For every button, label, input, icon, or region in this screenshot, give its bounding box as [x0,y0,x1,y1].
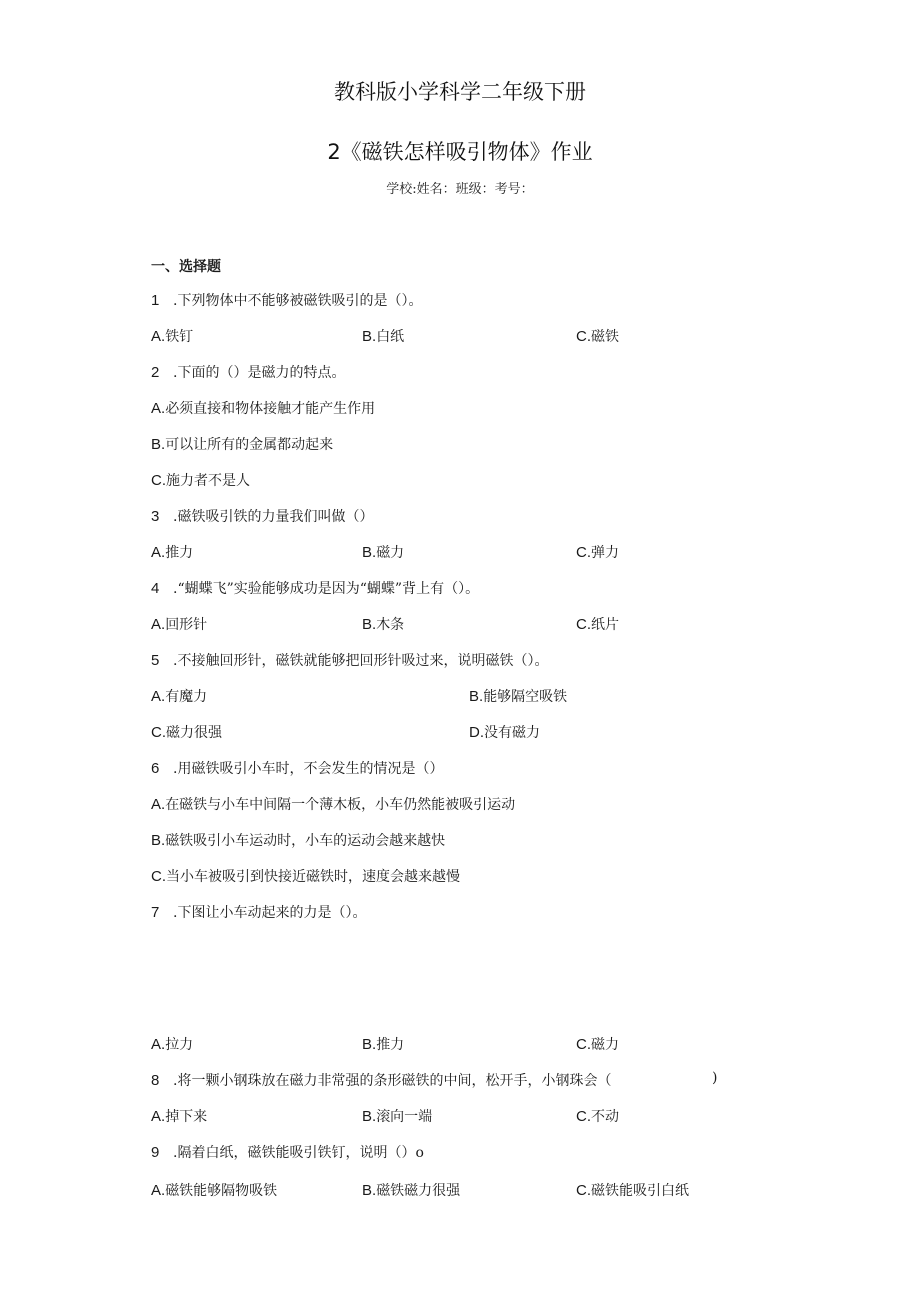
question-7 [151,902,366,922]
option-text: 铁钉 [165,329,194,345]
option-letter: B. [151,436,166,453]
question-text: .隔着白纸，磁铁能吸引铁钉，说明（）o [173,1145,424,1161]
option-letter: C. [151,472,166,489]
question-2 [151,362,345,382]
option-letter: C. [151,724,166,741]
question-9 [151,1142,424,1162]
option-a [151,542,193,562]
option-c [151,722,222,742]
student-info-line: 学校:姓名：班级：考号： [386,182,534,197]
option-text: 施力者不是人 [166,473,250,489]
option-b [362,326,404,346]
option-letter: C. [576,1036,591,1053]
option-c [576,1034,619,1054]
option-text: 推力 [376,1037,405,1053]
option-letter: B. [362,1036,377,1053]
question-text: .下列物体中不能够被磁铁吸引的是（）。 [173,293,423,309]
option-text: 当小车被吸引到快接近磁铁时，速度会越来越慢 [166,869,460,885]
option-a [151,794,515,814]
question-number: 1 [151,292,160,309]
option-d [469,722,540,742]
option-c [151,470,250,490]
option-b [151,434,333,454]
option-text: 回形针 [165,617,208,633]
option-letter: A. [151,616,166,633]
option-a [151,686,207,706]
question-6 [151,758,443,778]
question-number: 6 [151,760,160,777]
option-c [151,866,460,886]
option-text: 在磁铁与小车中间隔一个薄木板，小车仍然能被吸引运动 [165,797,516,813]
option-letter: B. [362,1182,377,1199]
question-number: 4 [151,580,160,597]
question-text: .下图让小车动起来的力是（）。 [173,905,367,921]
question-4 [151,578,479,598]
option-text: 纸片 [591,617,619,633]
question-1 [151,290,422,310]
option-b [362,1034,404,1054]
option-text: 不动 [591,1109,619,1125]
option-letter: C. [576,1108,591,1125]
option-letter: A. [151,544,166,561]
option-letter: D. [469,724,484,741]
option-text: 磁铁能够隔物吸铁 [165,1183,278,1199]
option-text: 掉下来 [165,1109,208,1125]
option-c [576,542,619,562]
question-8 [151,1070,611,1090]
question-8-close-paren: ) [712,1070,718,1086]
option-text: 磁力 [591,1037,619,1053]
option-text: 白纸 [376,329,405,345]
option-a [151,1034,193,1054]
question-text: .“蝴蝶飞”实验能够成功是因为“蝴蝶”背上有（）。 [173,581,480,597]
option-letter: B. [362,616,377,633]
option-text: 磁铁 [591,329,619,345]
option-letter: C. [576,328,591,345]
question-text: .磁铁吸引铁的力量我们叫做（） [173,509,374,525]
option-text: 滚向一端 [376,1109,433,1125]
option-letter: A. [151,328,166,345]
option-b [469,686,567,706]
option-a [151,326,193,346]
option-a [151,614,207,634]
question-3 [151,506,373,526]
question-text: .不接触回形针，磁铁就能够把回形针吸过来，说明磁铁（）。 [173,653,549,669]
option-text: 有魔力 [165,689,208,705]
option-letter: A. [151,796,166,813]
worksheet-title: 教科版小学科学二年级下册 [334,80,586,104]
option-b [362,1106,432,1126]
option-letter: C. [576,616,591,633]
option-text: 能够隔空吸铁 [483,689,568,705]
option-letter: B. [362,544,377,561]
option-letter: A. [151,400,166,417]
option-letter: C. [151,868,166,885]
option-text: 磁铁吸引小车运动时，小车的运动会越来越快 [165,833,446,849]
worksheet-subtitle: 2《磁铁怎样吸引物体》作业 [327,140,593,164]
option-text: 拉力 [165,1037,194,1053]
question-number: 7 [151,904,160,921]
option-b [362,542,404,562]
option-a [151,398,375,418]
option-b [151,830,445,850]
option-letter: C. [576,544,591,561]
option-letter: A. [151,1036,166,1053]
option-letter: B. [362,1108,377,1125]
option-c [576,614,619,634]
option-text: 磁力很强 [166,725,222,741]
option-text: 推力 [165,545,194,561]
option-text: 磁铁磁力很强 [376,1183,461,1199]
option-c [576,326,619,346]
option-text: 没有磁力 [484,725,540,741]
option-letter: A. [151,1108,166,1125]
question-number: 3 [151,508,160,525]
option-c [576,1106,619,1126]
option-text: 磁力 [376,545,405,561]
option-text: 木条 [376,617,405,633]
question-text: .用磁铁吸引小车时，不会发生的情况是（） [173,761,444,777]
option-letter: B. [469,688,484,705]
question-number: 5 [151,652,160,669]
option-letter: A. [151,1182,166,1199]
question-text: .下面的（）是磁力的特点。 [173,365,346,381]
option-letter: B. [151,832,166,849]
option-a [151,1106,207,1126]
option-text: 可以让所有的金属都动起来 [165,437,334,453]
option-a [151,1180,277,1200]
question-text: .将一颗小钢珠放在磁力非常强的条形磁铁的中间，松开手，小钢珠会（ [173,1073,612,1089]
question-number: 8 [151,1072,160,1089]
option-letter: B. [362,328,377,345]
option-text: 磁铁能吸引白纸 [591,1183,689,1199]
option-c [576,1180,689,1200]
option-letter: A. [151,688,166,705]
option-letter: C. [576,1182,591,1199]
option-b [362,614,404,634]
question-5 [151,650,548,670]
question-number: 2 [151,364,160,381]
question-number: 9 [151,1144,160,1161]
option-text: 弹力 [591,545,619,561]
option-b [362,1180,460,1200]
option-text: 必须直接和物体接触才能产生作用 [165,401,376,417]
section-heading: 一、选择题 [151,259,221,275]
